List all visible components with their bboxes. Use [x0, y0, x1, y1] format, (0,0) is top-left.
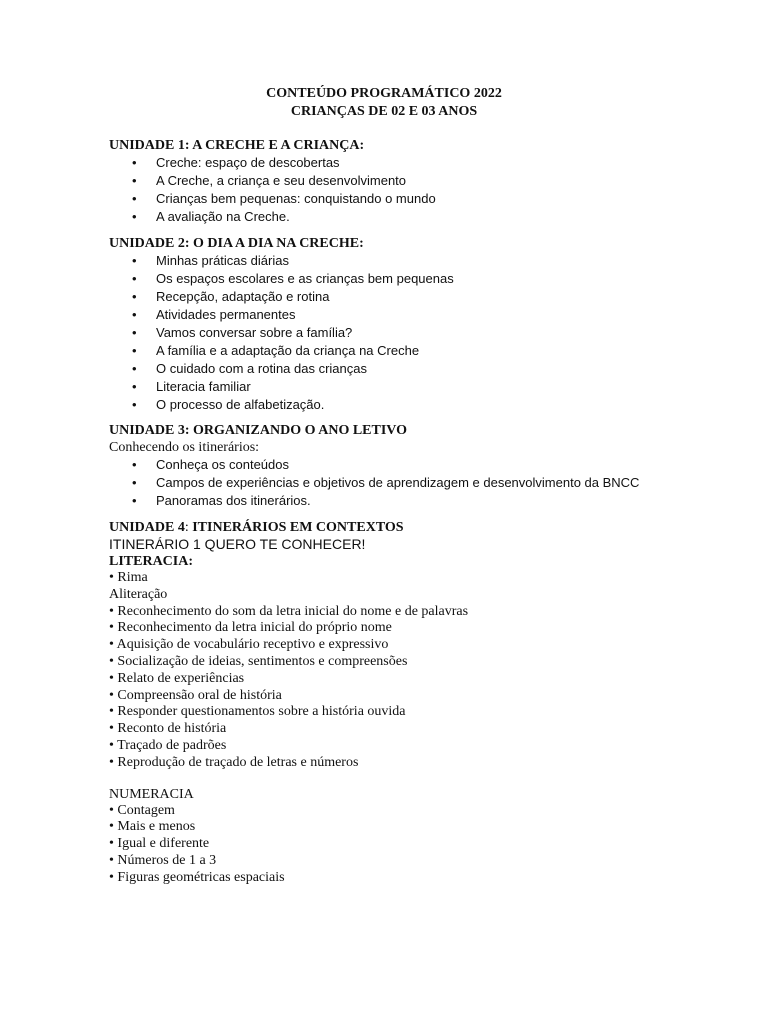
numeracia-item-text: Figuras geométricas espaciais — [117, 869, 285, 885]
literacia-item — [109, 604, 659, 621]
unit-1-list-item — [109, 154, 659, 172]
bullet-icon: • — [109, 620, 114, 636]
unit-1-list-item — [109, 172, 659, 190]
unit-3-list-item-text: Conheça os conteúdos — [156, 457, 289, 472]
unit-2-list-item-text: O processo de alfabetização. — [156, 397, 325, 412]
unit-2-list-item-text: Atividades permanentes — [156, 307, 296, 322]
numeracia-item — [109, 836, 659, 853]
literacia-item-text: Reconhecimento da letra inicial do próprio nome — [117, 620, 392, 636]
unit-2-list-item-text: Vamos conversar sobre a família? — [156, 325, 353, 340]
unit-2-heading: UNIDADE 2: O DIA A DIA NA CRECHE: — [109, 236, 364, 251]
literacia-item-text: Responder questionamentos sobre a história ouvida — [117, 704, 406, 720]
numeracia-item-text: Números de 1 a 3 — [117, 852, 217, 868]
bullet-icon: • — [109, 836, 114, 852]
numeracia-list — [109, 803, 659, 887]
unit-1-list-item-text: A avaliação na Creche. — [156, 209, 290, 224]
literacia-item-text: Socialização de ideias, sentimentos e compreensões — [117, 653, 408, 669]
itinerary-title: ITINERÁRIO 1 QUERO TE CONHECER! — [109, 536, 366, 552]
bullet-icon: • — [109, 670, 114, 686]
literacia-item-text: Reprodução de traçado de letras e números — [117, 754, 359, 770]
numeracia-item-text: Mais e menos — [117, 819, 196, 835]
literacia-item — [109, 671, 659, 688]
unit-1-list — [109, 154, 659, 226]
literacia-item-text: Relato de experiências — [117, 670, 245, 686]
bullet-icon: • — [132, 209, 137, 224]
bullet-icon: • — [132, 289, 137, 304]
literacia-item — [109, 755, 659, 772]
numeracia-item — [109, 803, 659, 820]
bullet-icon: • — [109, 570, 114, 585]
unit-3-list-item — [109, 456, 659, 474]
bullet-icon: • — [109, 869, 114, 885]
unit-2-list-item — [109, 396, 659, 414]
unit-4-colon: : — [184, 520, 189, 535]
unit-4-title: ITINERÁRIOS EM CONTEXTOS — [188, 520, 404, 535]
document-content — [109, 137, 659, 887]
numeracia-item — [109, 819, 659, 836]
literacia-plain-item: Aliteração — [109, 586, 168, 602]
unit-2-list-item — [109, 270, 659, 288]
bullet-icon: • — [132, 307, 137, 322]
numeracia-heading: NUMERACIA — [109, 786, 194, 802]
literacia-heading: LITERACIA: — [109, 554, 194, 569]
bullet-icon: • — [109, 637, 114, 653]
unit-1-list-item-text: A Creche, a criança e seu desenvolvimento — [156, 173, 407, 188]
literacia-item-text: Reconto de história — [117, 721, 227, 737]
bullet-icon: • — [109, 704, 114, 720]
unit-3-list — [109, 456, 659, 510]
bullet-icon: • — [132, 253, 137, 268]
bullet-icon: • — [109, 819, 114, 835]
bullet-icon: • — [132, 271, 137, 286]
bullet-icon: • — [132, 493, 137, 508]
unit-2-list-item — [109, 342, 659, 360]
bullet-icon: • — [132, 155, 137, 170]
bullet-icon: • — [109, 737, 114, 753]
bullet-icon: • — [132, 343, 137, 358]
literacia-item-text: Compreensão oral de história — [117, 687, 282, 703]
unit-2-list-item — [109, 324, 659, 342]
unit-3-list-item-text: Panoramas dos itinerários. — [156, 493, 311, 508]
bullet-icon: • — [109, 754, 114, 770]
literacia-item — [109, 688, 659, 705]
bullet-icon: • — [132, 457, 137, 472]
bullet-icon: • — [109, 852, 114, 868]
unit-1-list-item-text: Creche: espaço de descobertas — [156, 155, 340, 170]
literacia-item — [109, 704, 659, 721]
unit-2-list-item-text: Os espaços escolares e as crianças bem pequenas — [156, 271, 454, 286]
unit-2-list-item-text: Literacia familiar — [156, 379, 251, 394]
unit-3-heading: UNIDADE 3: ORGANIZANDO O ANO LETIVO — [109, 423, 408, 438]
literacia-item-text: Reconhecimento do som da letra inicial do nome e de palavras — [117, 603, 469, 619]
unit-2-list-item-text: A família e a adaptação da criança na Creche — [156, 343, 420, 358]
unit-1-list-item-text: Crianças bem pequenas: conquistando o mundo — [156, 191, 436, 206]
literacia-item — [109, 738, 659, 755]
document-title — [0, 85, 768, 121]
unit-2-list-item — [109, 252, 659, 270]
literacia-list — [109, 604, 659, 772]
unit-3-subheading: Conhecendo os itinerários: — [109, 440, 260, 455]
unit-2-list-item — [109, 288, 659, 306]
unit-2-list — [109, 252, 659, 414]
bullet-icon: • — [109, 802, 114, 818]
numeracia-item-text: Contagem — [117, 802, 175, 818]
bullet-icon: • — [109, 721, 114, 737]
title-line-2: CRIANÇAS DE 02 E 03 ANOS — [290, 104, 478, 119]
unit-1-list-item — [109, 190, 659, 208]
literacia-item — [109, 620, 659, 637]
unit-3-list-item — [109, 474, 659, 492]
numeracia-item — [109, 853, 659, 870]
literacia-top-item-text: Rima — [117, 570, 148, 585]
literacia-item-text: Traçado de padrões — [117, 737, 227, 753]
bullet-icon: • — [109, 653, 114, 669]
unit-3-list-item — [109, 492, 659, 510]
bullet-icon: • — [132, 173, 137, 188]
unit-2-list-item — [109, 360, 659, 378]
unit-3-list-item-text: Campos de experiências e objetivos de aprendizagem e desenvolvimento da BNCC — [156, 475, 640, 490]
bullet-icon: • — [109, 687, 114, 703]
numeracia-item — [109, 870, 659, 887]
unit-2-list-item-text: O cuidado com a rotina das crianças — [156, 361, 367, 376]
unit-2-list-item-text: Recepção, adaptação e rotina — [156, 289, 330, 304]
numeracia-item-text: Igual e diferente — [117, 836, 210, 852]
unit-2-list-item-text: Minhas práticas diárias — [156, 253, 289, 268]
literacia-item-text: Aquisição de vocabulário receptivo e expressivo — [116, 637, 389, 653]
bullet-icon: • — [132, 325, 137, 340]
unit-1-heading: UNIDADE 1: A CRECHE E A CRIANÇA: — [109, 138, 365, 153]
literacia-top-list — [109, 570, 659, 587]
unit-1-list-item — [109, 208, 659, 226]
unit-2-list-item — [109, 378, 659, 396]
bullet-icon: • — [132, 475, 137, 490]
title-line-1: CONTEÚDO PROGRAMÁTICO 2022 — [266, 86, 502, 101]
literacia-item — [109, 721, 659, 738]
unit-2-list-item — [109, 306, 659, 324]
bullet-icon: • — [109, 603, 114, 619]
bullet-icon: • — [132, 397, 137, 412]
bullet-icon: • — [132, 361, 137, 376]
unit-4-heading — [109, 519, 659, 536]
bullet-icon: • — [132, 191, 137, 206]
unit-4-label: UNIDADE 4 — [109, 520, 185, 535]
literacia-item — [109, 637, 659, 654]
bullet-icon: • — [132, 379, 137, 394]
literacia-item — [109, 654, 659, 671]
literacia-top-item — [109, 570, 659, 587]
